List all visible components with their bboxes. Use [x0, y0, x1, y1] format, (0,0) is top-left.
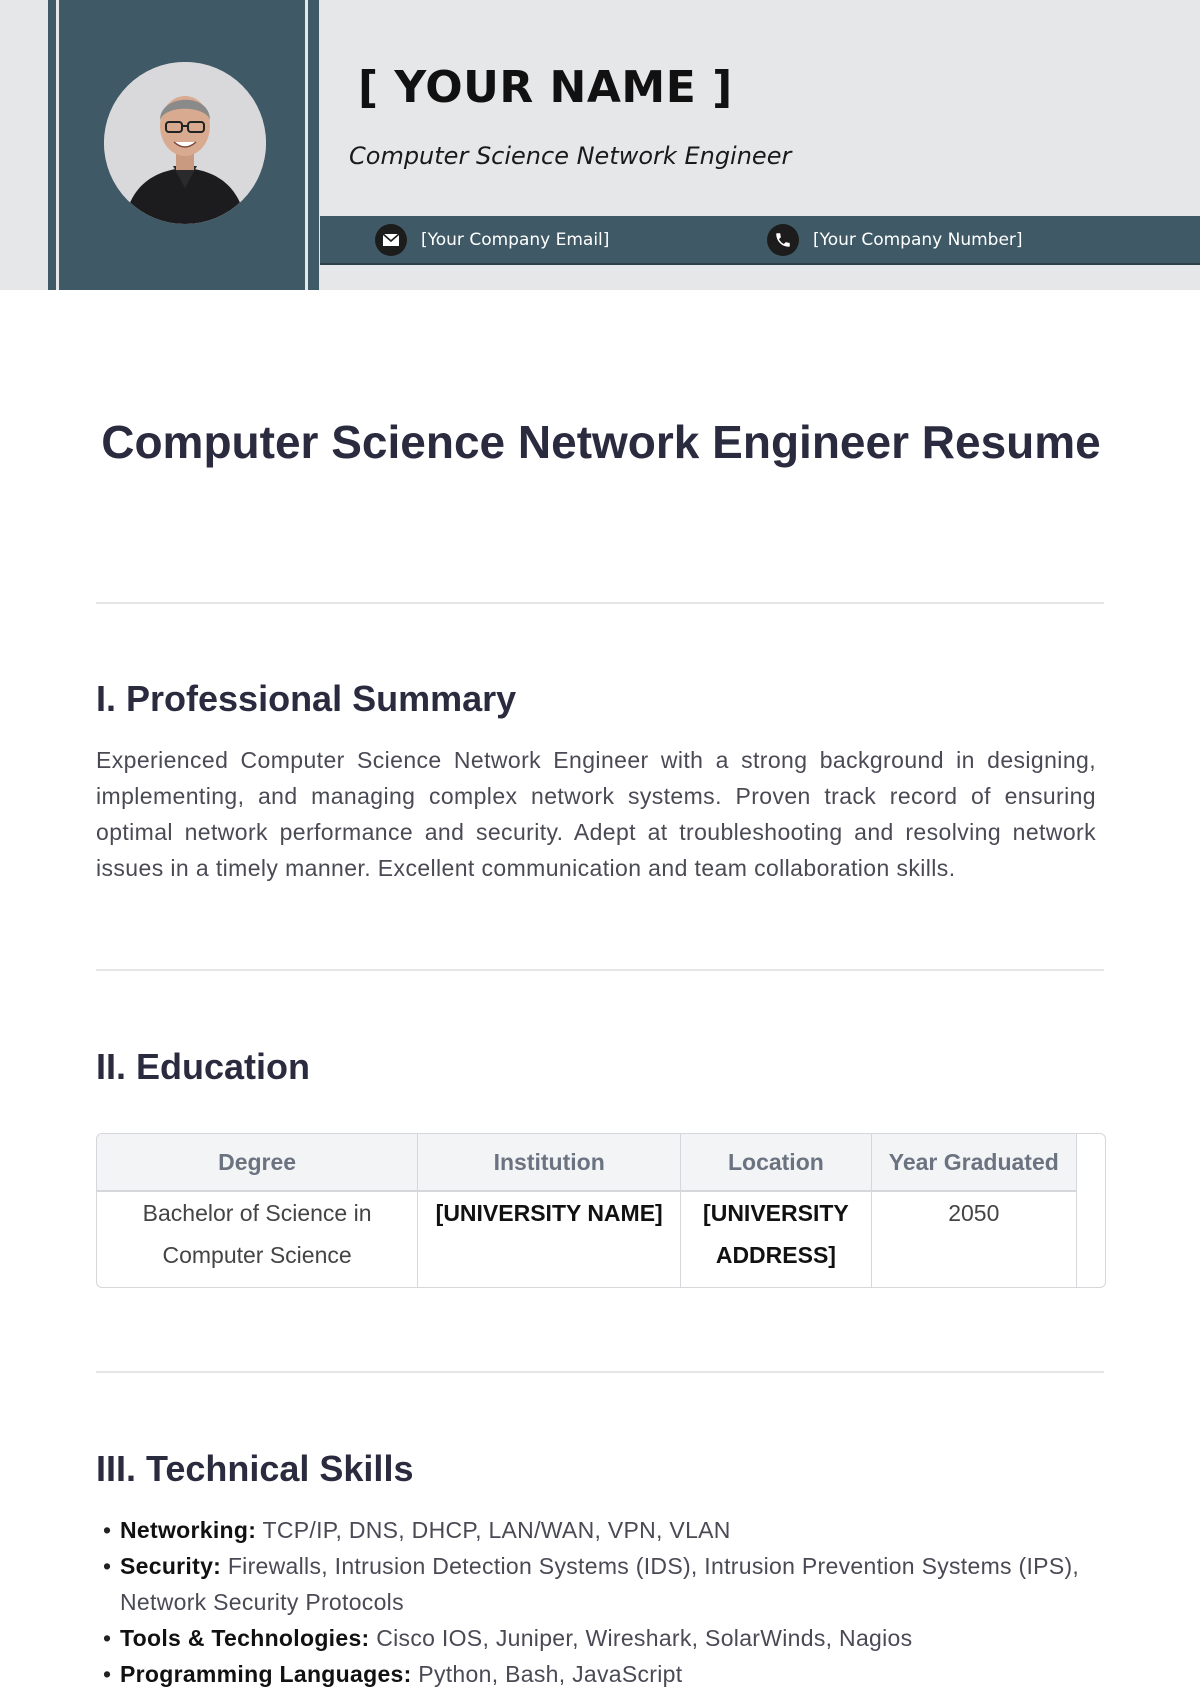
list-item [103, 1548, 1103, 1620]
column-header: Institution [418, 1134, 681, 1191]
skill-label: Security: [120, 1553, 222, 1579]
phone-text: [Your Company Number] [813, 229, 1023, 250]
column-header: Degree [97, 1134, 418, 1191]
envelope-icon [375, 224, 407, 256]
phone-icon [767, 224, 799, 256]
contact-phone [767, 216, 1023, 263]
section-heading-skills: III. Technical Skills [96, 1448, 414, 1489]
contact-email [375, 216, 609, 263]
divider [96, 602, 1104, 604]
candidate-role: Computer Science Network Engineer [349, 142, 792, 170]
table-header-row [97, 1134, 1077, 1191]
divider [96, 1371, 1104, 1373]
candidate-name: [ YOUR NAME ] [358, 62, 733, 113]
divider [96, 969, 1104, 971]
table-row [97, 1191, 1077, 1288]
list-item [103, 1512, 1103, 1548]
table-cell: [UNIVERSITY ADDRESS] [681, 1191, 871, 1288]
resume-header [0, 0, 1200, 290]
band-divider-right [305, 0, 308, 290]
education-table [96, 1133, 1106, 1288]
summary-paragraph: Experienced Computer Science Network Engineer with a strong background in designing, implementing, and managing complex network systems. Proven track record of ensuring optimal network performance and security. Adept at troubleshooting and resolving network issues in a timely manner. Excellent communication and team collaboration skills. [96, 747, 1096, 881]
document-title: Computer Science Network Engineer Resume [101, 416, 1101, 468]
skill-value: TCP/IP, DNS, DHCP, LAN/WAN, VPN, VLAN [262, 1517, 731, 1543]
skill-label: Tools & Technologies: [120, 1625, 370, 1651]
skill-value: Python, Bash, JavaScript [418, 1661, 683, 1687]
skill-label: Networking: [120, 1517, 257, 1543]
table-cell: Bachelor of Science in Computer Science [97, 1191, 418, 1288]
profile-photo [104, 62, 266, 224]
skill-value: Firewalls, Intrusion Detection Systems (IDS), Intrusion Prevention Systems (IPS), Network Security Protocols [120, 1553, 1080, 1615]
contact-bar [320, 216, 1200, 265]
column-header: Year Graduated [871, 1134, 1076, 1191]
band-divider-left [56, 0, 59, 290]
table-cell: [UNIVERSITY NAME] [418, 1191, 681, 1288]
list-item [103, 1656, 1103, 1692]
skill-value: Cisco IOS, Juniper, Wireshark, SolarWinds, Nagios [376, 1625, 913, 1651]
skill-label: Programming Languages: [120, 1661, 412, 1687]
email-text: [Your Company Email] [421, 229, 610, 250]
section-heading-education: II. Education [96, 1046, 311, 1087]
list-item [103, 1620, 1103, 1656]
table-cell: 2050 [871, 1191, 1076, 1288]
section-heading-summary: I. Professional Summary [96, 678, 517, 719]
person-portrait-icon [104, 62, 266, 224]
column-header: Location [681, 1134, 871, 1191]
skills-list [103, 1512, 1103, 1692]
